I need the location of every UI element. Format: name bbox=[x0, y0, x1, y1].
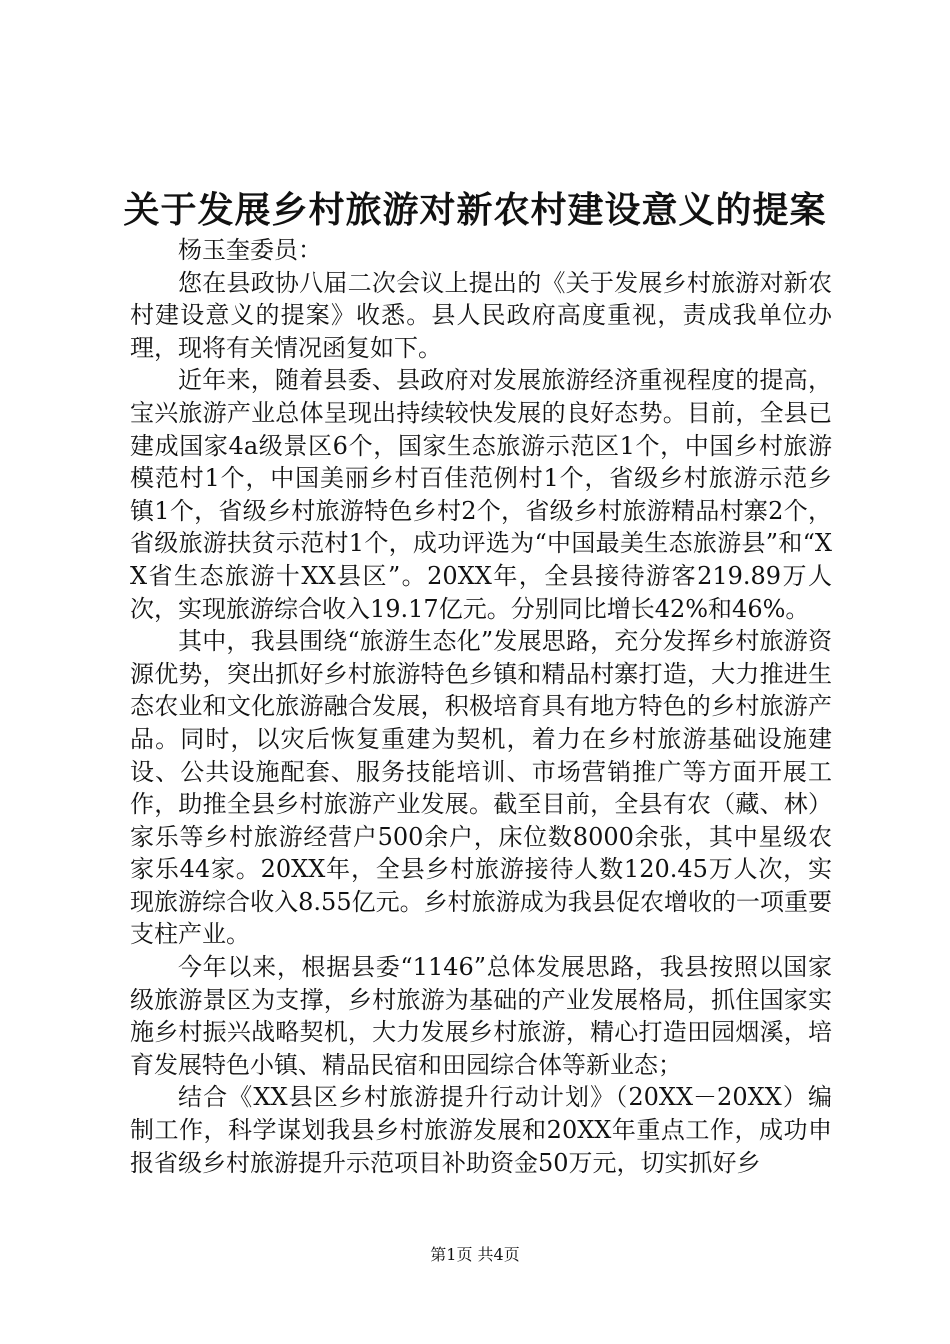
body-paragraph: 今年以来，根据县委“1146”总体发展思路，我县按照以国家级旅游景区为支撑，乡村旅游为基础的产业发展格局，抓住国家实施乡村振兴战略契机，大力发展乡村旅游，精心打造田园烟溪，培育发展特色小镇、精品民宿和田园综合体等新业态； bbox=[130, 953, 832, 1079]
document-title: 关于发展乡村旅游对新农村建设意义的提案 bbox=[123, 189, 827, 231]
document-body bbox=[130, 234, 832, 1179]
salutation: 杨玉奎委员： bbox=[178, 236, 322, 264]
page-footer: 第1页 共4页 bbox=[430, 1245, 520, 1264]
body-paragraph: 结合《XX县区乡村旅游提升行动计划》（20XX－20XX）编制工作，科学谋划我县乡村旅游发展和20XX年重点工作，成功申报省级乡村旅游提升示范项目补助资金50万元，切实抓好乡 bbox=[130, 1083, 832, 1177]
body-paragraph: 其中，我县围绕“旅游生态化”发展思路，充分发挥乡村旅游资源优势，突出抓好乡村旅游特色乡镇和精品村寨打造，大力推进生态农业和文化旅游融合发展，积极培育具有地方特色的乡村旅游产品。同时，以灾后恢复重建为契机，着力在乡村旅游基础设施建设、公共设施配套、服务技能培训、市场营销推广等方面开展工作，助推全县乡村旅游产业发展。截至目前，全县有农（藏、林）家乐等乡村旅游经营户500余户，床位数8000余张，其中星级农家乐44家。20XX年，全县乡村旅游接待人数120.45万人次，实现旅游综合收入8.55亿元。乡村旅游成为我县促农增收的一项重要支柱产业。 bbox=[130, 627, 832, 949]
body-paragraph: 近年来，随着县委、县政府对发展旅游经济重视程度的提高，宝兴旅游产业总体呈现出持续较快发展的良好态势。目前，全县已建成国家4a级景区6个，国家生态旅游示范区1个，中国乡村旅游模范村1个，中国美丽乡村百佳范例村1个，省级乡村旅游示范乡镇1个，省级乡村旅游特色乡村2个，省级乡村旅游精品村寨2个，省级旅游扶贫示范村1个，成功评选为“中国最美生态旅游县”和“XX省生态旅游十XX县区”。20XX年，全县接待游客219.89万人次，实现旅游综合收入19.17亿元。分别同比增长42%和46%。 bbox=[130, 366, 832, 623]
body-paragraph: 您在县政协八届二次会议上提出的《关于发展乡村旅游对新农村建设意义的提案》收悉。县人民政府高度重视，责成我单位办理，现将有关情况函复如下。 bbox=[130, 268, 832, 362]
